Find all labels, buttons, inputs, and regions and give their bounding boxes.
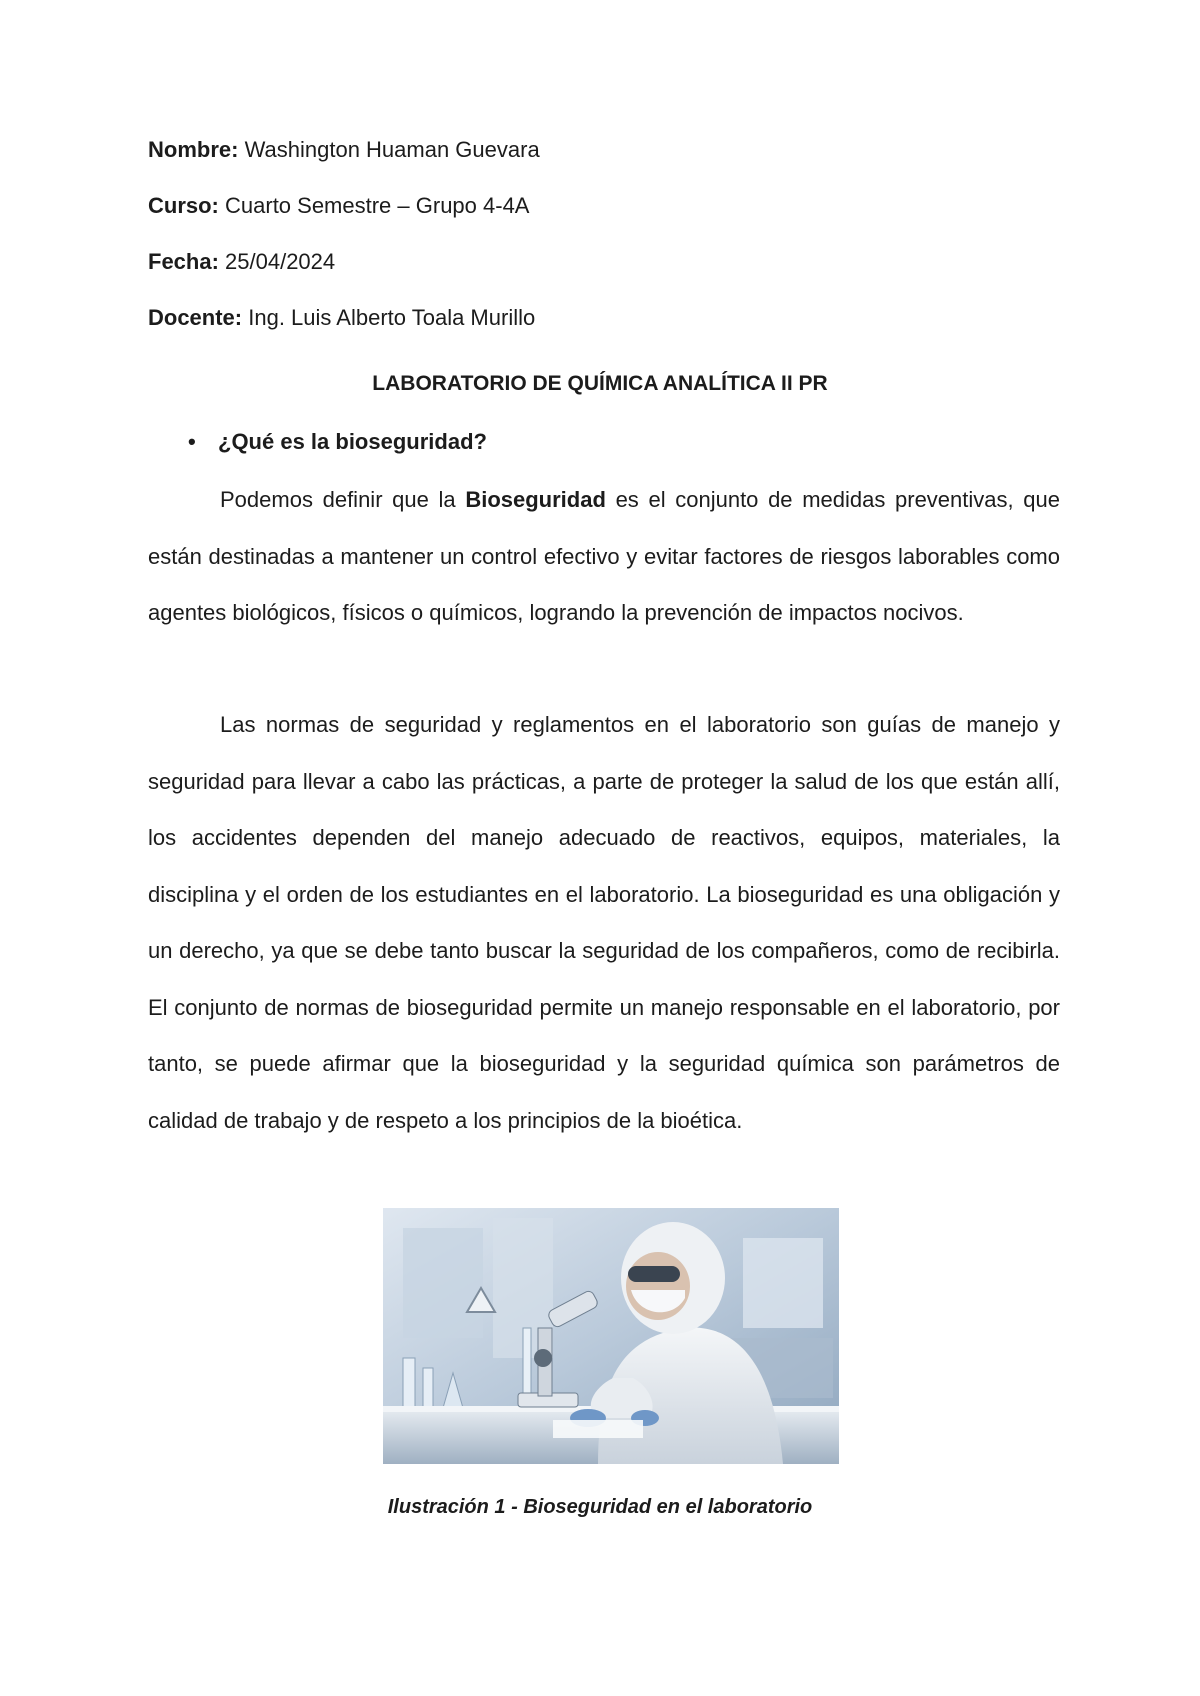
bullet-icon: • <box>188 429 196 454</box>
course-value: Cuarto Semestre – Grupo 4-4A <box>218 193 530 218</box>
paragraph-definition-rest: es el conjunto de medidas preventivas, que están destinadas a mantener un control efectivo y evitar factores de riesgos laborables como agentes biológicos, físicos o químicos, logrando la prevención de impactos nocivos. <box>148 487 1060 625</box>
document-title: LABORATORIO DE QUÍMICA ANALÍTICA II PR <box>372 372 828 395</box>
name-value: Washington Huaman Guevara <box>238 137 540 162</box>
name-label: Nombre: <box>148 137 239 162</box>
course-line <box>148 192 529 220</box>
teacher-value: Ing. Luis Alberto Toala Murillo <box>242 305 536 330</box>
question-text: ¿Qué es la bioseguridad? <box>218 429 487 454</box>
paragraph-definition <box>148 472 1060 642</box>
course-label: Curso: <box>148 193 219 218</box>
date-value: 25/04/2024 <box>218 249 336 274</box>
name-line <box>148 136 540 164</box>
lab-scientist-photo <box>383 1208 839 1464</box>
bioseguridad-term: Bioseguridad <box>465 487 606 512</box>
figure-caption: Ilustración 1 - Bioseguridad en el laboratorio <box>387 1496 813 1518</box>
date-line <box>148 248 335 276</box>
teacher-label: Docente: <box>148 305 243 330</box>
date-label: Fecha: <box>148 249 219 274</box>
teacher-line <box>148 304 535 332</box>
paragraph-definition-start: Podemos definir que la <box>220 487 466 512</box>
lab-scientist-illustration <box>383 1208 839 1464</box>
paragraph-norms: Las normas de seguridad y reglamentos en el laboratorio son guías de manejo y seguridad para llevar a cabo las prácticas, a parte de proteger la salud de los que están allí, los accidentes dependen del manejo adecuado de reactivos, equipos, materiales, la disciplina y el orden de los estudiantes en el laboratorio. La bioseguridad es una obligación y un derecho, ya que se debe tanto buscar la seguridad de los compañeros, como de recibirla. El conjunto de normas de bioseguridad permite un manejo responsable en el laboratorio, por tanto, se puede afirmar que la bioseguridad y la seguridad química son parámetros de calidad de trabajo y de respeto a los principios de la bioética. <box>148 712 1060 1133</box>
